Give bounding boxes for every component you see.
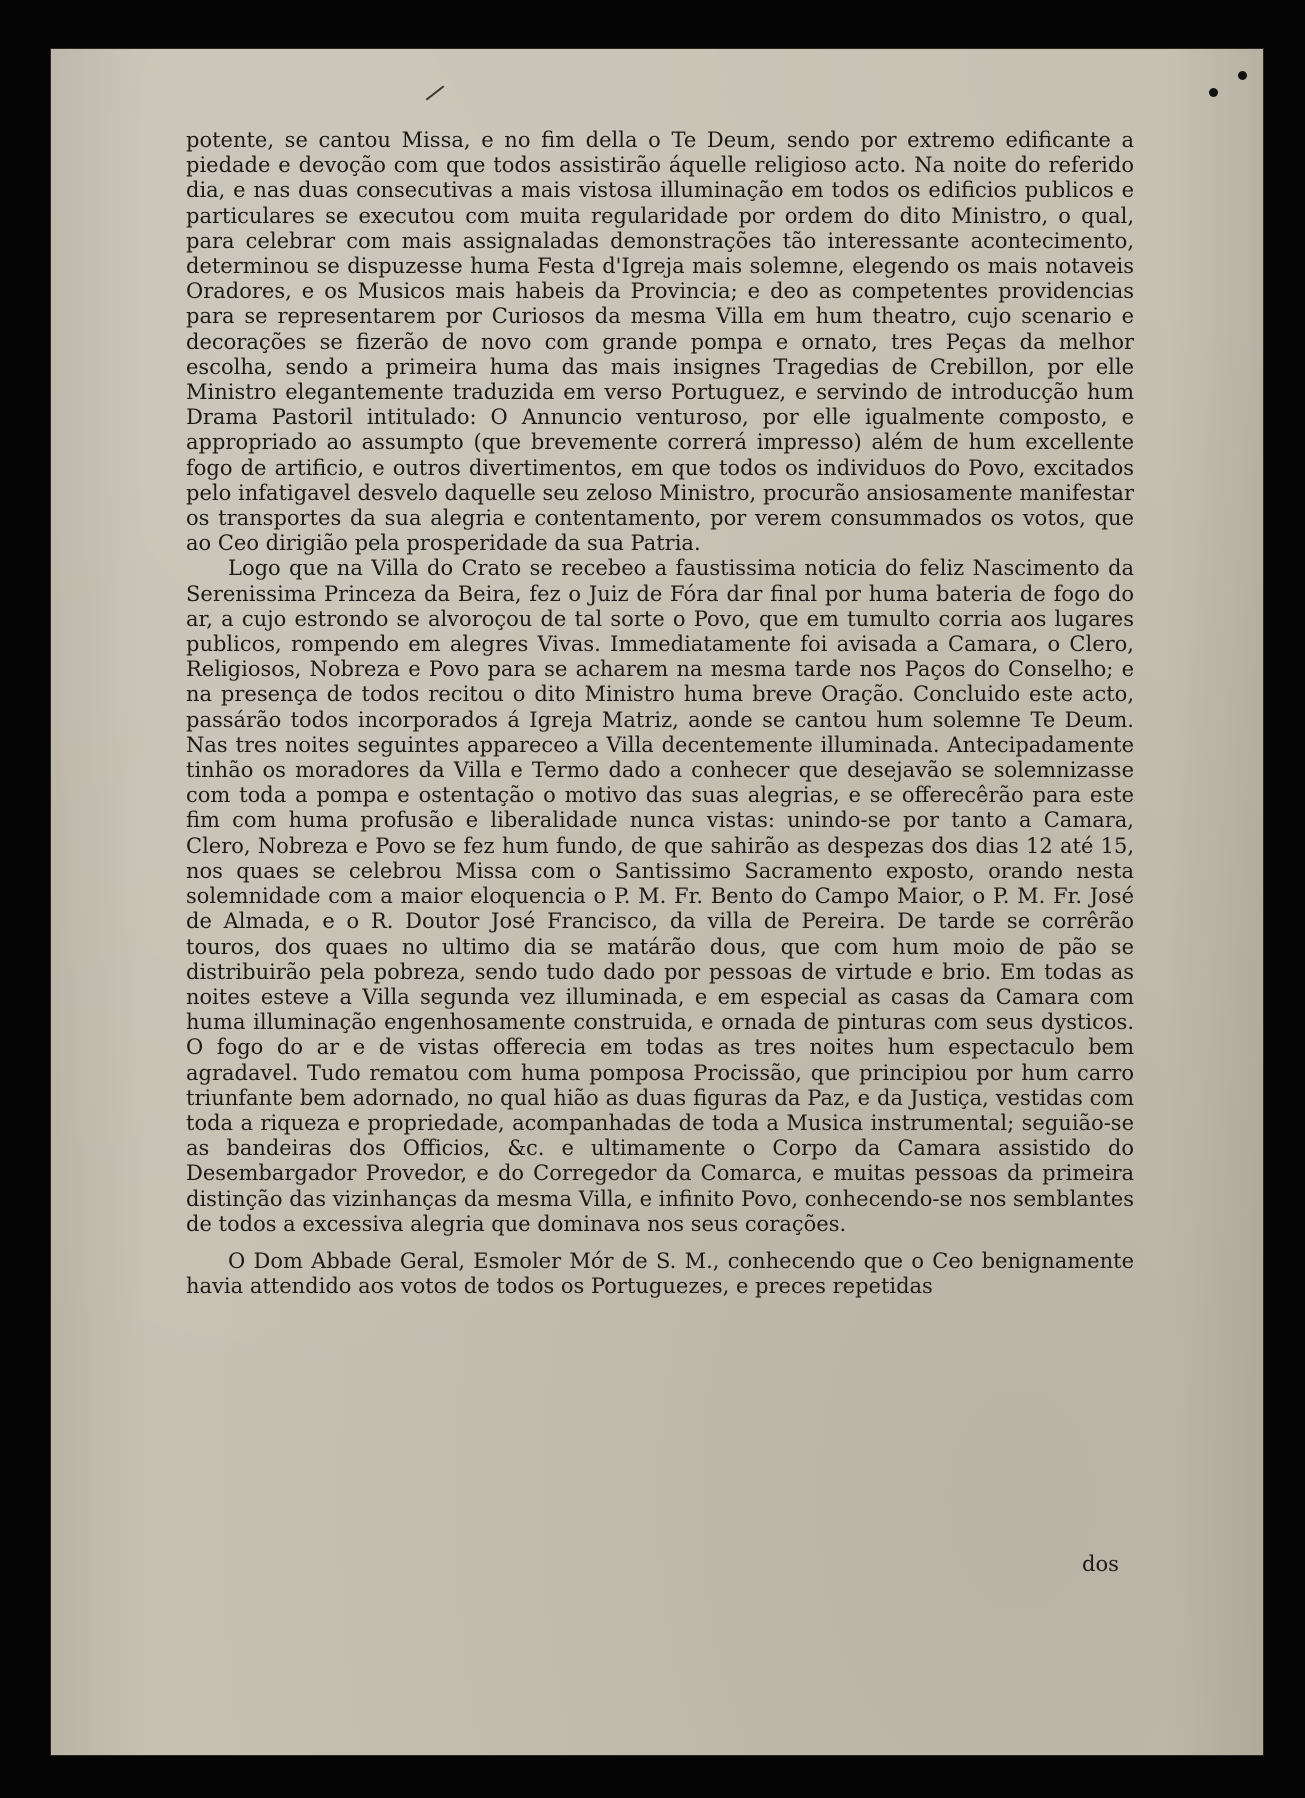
paragraph-1: potente, se cantou Missa, e no fim della o Te Deum, sendo por extremo edificante a piedade e devoção com que todos assistirão áquelle religioso acto. Na noite do referido dia, e nas duas consecutivas a mais vistosa illuminação em todos os edificios publicos e particulares se executou com muita regularidade por ordem do dito Ministro, o qual, para celebrar com mais assignaladas demonstrações tão interessante acontecimento, determinou se dispuzesse huma Festa d'Igreja mais solemne, elegendo os mais notaveis Oradores, e os Musicos mais habeis da Provincia; e deo as competentes providencias para se representarem por Curiosos da mesma Villa em hum theatro, cujo scenario e decorações se fizerão de novo com grande pompa e ornato, tres Peças da melhor escolha, sendo a primeira huma das mais insignes Tragedias de Crebillon, por elle Ministro elegantemente traduzida em verso Portuguez, e servindo de introducção hum Drama Pastoril intitulado: O Annuncio venturoso, por elle igualmente composto, e appropriado ao assumpto (que brevemente correrá impresso) além de hum excellente fogo de artificio, e outros divertimentos, em que todos os individuos do Povo, excitados pelo infatigavel desvelo daquelle seu zeloso Ministro, procurão ansiosamente manifestar os transportes da sua alegria e contentamento, por verem consummados os votos, que ao Ceo dirigião pela prosperidade da sua Patria. [186,128,1134,556]
ink-dot [1238,71,1247,80]
paragraph-3: O Dom Abbade Geral, Esmoler Mór de S. M., conhecendo que o Ceo benignamente havia attendido aos votos de todos os Portuguezes, e preces repetidas [186,1248,1134,1299]
paragraph-2: Logo que na Villa do Crato se recebeo a faustissima noticia do feliz Nascimento da Serenissima Princeza da Beira, fez o Juiz de Fóra dar final por huma bateria de fogo do ar, a cujo estrondo se alvoroçou de tal sorte o Povo, que em tumulto corria aos lugares publicos, rompendo em alegres Vivas. Immediatamente foi avisada a Camara, o Clero, Religiosos, Nobreza e Povo para se acharem na mesma tarde nos Paços do Conselho; e na presença de todos recitou o dito Ministro huma breve Oração. Concluido este acto, passárão todos incorporados á Igreja Matriz, aonde se cantou hum solemne Te Deum. Nas tres noites seguintes appareceo a Villa decentemente illuminada. Antecipadamente tinhão os moradores da Villa e Termo dado a conhecer que desejavão se solemnizasse com toda a pompa e ostentação o motivo das suas alegrias, e se offerecêrão para este fim com huma profusão e liberalidade nunca vistas: unindo-se por tanto a Camara, Clero, Nobreza e Povo se fez hum fundo, de que sahirão as despezas dos dias 12 até 15, nos quaes se celebrou Missa com o Santissimo Sacramento exposto, orando nesta solemnidade com a maior eloquencia o P. M. Fr. Bento do Campo Maior, o P. M. Fr. José de Almada, e o R. Doutor José Francisco, da villa de Pereira. De tarde se corrêrão touros, dos quaes no ultimo dia se matárão dous, que com hum moio de pão se distribuirão pela pobreza, sendo tudo dado por pessoas de virtude e brio. Em todas as noites esteve a Villa segunda vez illuminada, e em especial as casas da Camara com huma illuminação engenhosamente construida, e ornada de pinturas com seus dysticos. O fogo do ar e de vistas offerecia em todas as tres noites hum espectaculo bem agradavel. Tudo rematou com huma pomposa Procissão, que principiou por hum carro triunfante bem adornado, no qual hião as duas figuras da Paz, e da Justiça, vestidas com toda a riqueza e propriedade, acompanhadas de toda a Musica instrumental; seguião-se as bandeiras dos Officios, &c. e ultimamente o Corpo da Camara assistido do Desembargador Provedor, e do Corregedor da Comarca, e muitas pessoas da primeira distinção das vizinhanças da mesma Villa, e infinito Povo, conhecendo-se nos semblantes de todos a excessiva alegria que dominava nos seus corações. [186,556,1134,1236]
document-body [186,128,1134,1299]
ink-dot [1209,88,1218,97]
catchword: dos [1082,1552,1119,1576]
